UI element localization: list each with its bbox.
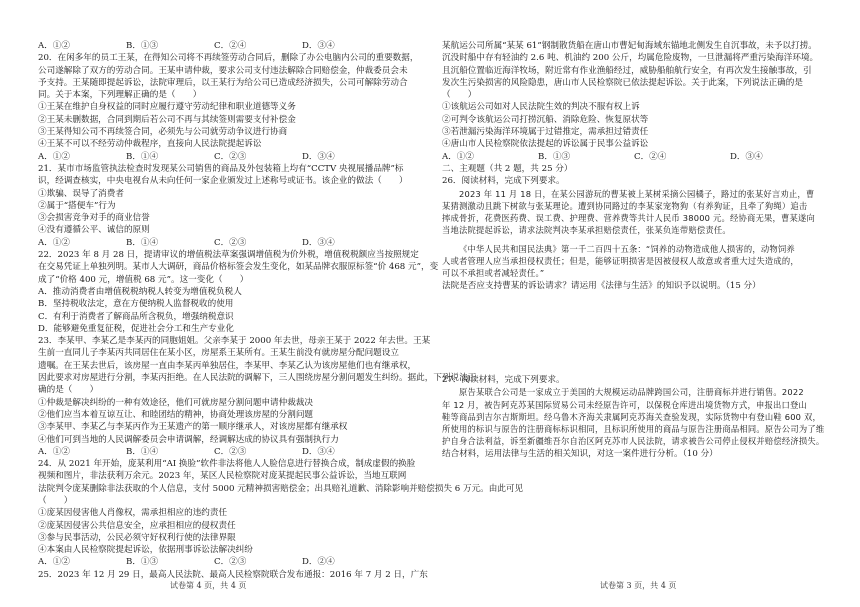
option: C．②③ <box>214 446 247 457</box>
statement: ③李某甲、李某乙与李某丙作为王某遗产的第一顺序继承人，对该房屋都有继承权 <box>38 422 348 433</box>
law-quote: 可以不承担或者减轻责任。” <box>442 268 545 279</box>
option: B．①③ <box>538 151 571 162</box>
question-21 <box>38 163 420 249</box>
statement: ④没有遵循公平、诚信的原则 <box>38 225 150 236</box>
question-text: 沉没时船中存有轻油约 2.6 吨、机油约 200 公斤，均属危险废物，一旦泄漏将严重污染海洋环境。 <box>442 53 819 64</box>
option: D．③④ <box>302 151 335 162</box>
option: A．①② <box>38 446 70 457</box>
question-text: 某航运公司所属“某某 61”钢制散货船在唐山市曹妃甸海域东锚地北侧发生自沉事故，未予以打捞。 <box>442 41 817 51</box>
option: A．①② <box>38 151 70 162</box>
question-text: 22．2023 年 8 月 28 日，提请审议的增值税法草案强调增值税为价外税，增值税税额应当按照规定 <box>38 250 419 261</box>
option: A．①② <box>38 237 70 248</box>
section-heading: 二、主观题（共 2 题，共 25 分） <box>442 163 573 174</box>
question-text: 法院判令庞某删除非法获取的个人信息，支付 5000 元精神损害赔偿金；出具赔礼道歉、消除影响并赔偿损失 6 万元。由此可见 <box>38 483 524 494</box>
question-text: 21．某市市场监管执法检查时发现某公司销售的商品及外包装箱上均有“CCTV 央视展播品牌”标 <box>38 163 404 174</box>
statement: ①仲裁是解决纠纷的一种有效途径，他们可就房屋分割问题申请仲裁裁决 <box>38 397 314 408</box>
statement: ②可判令该航运公司打捞沉船、消除危险、恢复原状等 <box>442 114 649 125</box>
option: D．③④ <box>302 446 335 457</box>
question-25-start: 25．2023 年 12 月 29 日，最高人民法院、最高人民检察院联合发布通报：2016 年 7 月 2 日，广东 <box>38 569 428 580</box>
material-text: 护自身合法利益，诉至新疆维吾尔自治区阿克苏市人民法院，请求被告公司停止侵权并赔偿经济损失。 <box>442 436 825 447</box>
question-24 <box>38 458 524 569</box>
question-text: 生前一直同儿子李某丙共同居住在某小区，房屋系王某所有。王某生前没有就房屋分配问题设立 <box>38 348 399 359</box>
page-number-left: 试卷第 4 页，共 4 页 <box>170 581 247 590</box>
question-text: 确的是（ ） <box>38 385 99 396</box>
question-text: （ ） <box>38 495 73 506</box>
option: A．①② <box>38 41 70 51</box>
option: D．③④ <box>302 237 335 248</box>
option: C．②③ <box>214 151 247 162</box>
option: A．①② <box>38 557 70 568</box>
statement: ①庞某因侵害他人肖像权，需承担相应的违约责任 <box>38 508 228 519</box>
page-number-right: 试卷第 3 页，共 4 页 <box>600 581 677 590</box>
option: B．①④ <box>126 237 159 248</box>
question-text: 发次生污染损害的风险隐患，唐山市人民检察院已依法提起诉讼。关于此案，下列说法正确的是 <box>442 77 803 88</box>
question-25-continued <box>442 40 834 163</box>
statement: ③会损害竞争对手的商业信誉 <box>38 213 150 224</box>
material-text: 原告某联合公司是一家成立于美国的大规模运动品牌跨国公司，注册商标并进行销售。2022 <box>459 387 804 398</box>
material-text: 鞋等商品到吉尔吉斯斯坦。经乌鲁木齐海关隶属阿克苏海关查验发现，实际货物中有登山鞋 600 双， <box>442 411 821 422</box>
question-ask: 法院是否应支持曹某的诉讼请求？请运用《法律与生活》的知识予以说明。（15 分） <box>442 280 761 291</box>
option: D．③④ <box>302 41 335 51</box>
question-text: 且沉船位置临近海洋牧场，附近常有作业渔船经过，威胁船舶航行安全，有再次发生接触事故，引 <box>442 65 812 76</box>
question-text: 23．李某甲、李某乙是李某丙的同胞姐姐。父亲李某于 2000 年去世，母亲王某于 2022 年去世。王某 <box>38 336 431 347</box>
question-heading: 26．阅读材料，完成下列要求。 <box>442 176 565 187</box>
q21-options <box>38 237 420 249</box>
option: D．②④ <box>302 557 335 568</box>
material-text: 2023 年 11 月 18 日，在某公园游玩的曹某被上某树采摘公园橘子，路过的张某好言劝止，曹 <box>459 188 815 199</box>
material-text: 某猜测激动且跳下树欲与张某理论。遭到协同路过的李某家宠物狗（有养狗证，且牵了狗绳）追击 <box>442 200 808 211</box>
answer-choice: D．能够避免重复征税，促进社会分工和生产专业化 <box>38 323 234 334</box>
question-text: 24．从 2021 年开始，庞某利用“AI 换脸”软件非法将他人人脸信息进行替换合成，制成虚假的换脸 <box>38 459 416 470</box>
right-column <box>442 40 834 460</box>
question-ask: 结合材料，运用法律与生活的相关知识，对这一案件进行分析。（10 分） <box>442 448 718 459</box>
question-20 <box>38 52 420 163</box>
statement: ④本案由人民检察院提起诉讼，依据刑事诉讼法解决纠纷 <box>38 545 253 556</box>
option: C．②④ <box>634 151 667 162</box>
material-text: 所使用的标识与原告的注册商标标识相同，且标识所使用的商品与原告注册商品相同。原告公司为了维 <box>442 424 825 435</box>
statement: ④他们可到当地的人民调解委员会申请调解，经调解达成的协议具有强制执行力 <box>38 434 339 445</box>
option: B．①④ <box>126 446 159 457</box>
question-text: 因此要求对房屋进行分割，李某丙拒绝。在人民法院的调解下，三人围绕房屋分割问题发生纠纷。据此，下列说法正 <box>38 373 477 384</box>
question-heading: 27．阅读材料，完成下列要求。 <box>442 374 565 385</box>
q24-options <box>38 556 420 568</box>
material-text: 年 12 月，被告阿克苏某国际贸易公司未经原告许可，以保税仓库进出境货物方式，申报出口登山 <box>442 399 808 410</box>
statement: ④唐山市人民检察院依法提起的诉讼属于民事公益诉讼 <box>442 139 649 150</box>
option: C．②③ <box>214 237 247 248</box>
answer-choice: A．推动消费者由增值税税纳税人转变为增值税负税人 <box>38 286 242 297</box>
statement: ①王某在维护自身权益的同时应履行遵守劳动纪律和职业道德等义务 <box>38 102 296 113</box>
statement: ③若泄漏污染海洋环境属于过错推定，需承担过错责任 <box>442 127 649 138</box>
question-text: （ ） <box>442 90 477 101</box>
option: D．③④ <box>730 151 763 162</box>
question-26 <box>442 175 834 292</box>
question-text: 在交易凭证上单独列明。某市人大调研，商品价格标签会发生变化，如某品牌衣服原标签“价 468 元”，变 <box>38 262 439 273</box>
option: A．①② <box>442 151 474 162</box>
question-text: 同。关于本案，下列理解正确的是（ ） <box>38 90 202 101</box>
statement: ②他们应当本着互谅互让、和睦团结的精神，协商处理该房屋的分割问题 <box>38 409 314 420</box>
law-quote: 人或者管理人应当承担侵权责任；但是，能够证明损害是因被侵权人故意或者重大过失造成的， <box>442 256 799 267</box>
statement: ①该航运公司如对人民法院生效的判决不服有权上诉 <box>442 102 640 113</box>
option: B．①③ <box>126 41 159 51</box>
option: C．②④ <box>214 41 247 51</box>
question-text: 公司遂解除了双方的劳动合同。王某申请仲裁，要求公司支付违法解除合同赔偿金，仲裁委员会未 <box>38 65 408 76</box>
answer-choice: B．坚持税收法定，意在方便纳税人监督税收的使用 <box>38 299 234 310</box>
answer-choice: C．有利于消费者了解商品所含税负，增强纳税意识 <box>38 311 234 322</box>
option: B．①④ <box>126 151 159 162</box>
statement: ②庞某因侵害公共信息安全，应承担相应的侵权责任 <box>38 520 236 531</box>
question-text: 予支持。王某随即提起诉讼，法院审理后，以王某行为给公司已造成经济损失，公司可解除劳动合 <box>38 77 408 88</box>
statement: ③王某得知公司不再续签合同，必须先与公司就劳动争议进行协商 <box>38 127 288 138</box>
question-27 <box>442 374 834 460</box>
question-23 <box>38 335 477 458</box>
option: C．②③ <box>214 557 247 568</box>
material-text: 摔成骨折，花费医药费、误工费、护理费、营养费等共计人民币 38000 元。经协商无果，曹某遂向 <box>442 213 815 224</box>
law-quote: 《中华人民共和国民法典》第一千二百四十五条：“饲养的动物造成他人损害的，动物饲养 <box>459 243 795 254</box>
option: B．①③ <box>126 557 159 568</box>
question-22 <box>38 249 439 335</box>
statement: ③参与民事活动，公民必须守好权利行使的法律界限 <box>38 532 236 543</box>
statement: ④王某不可以不经劳动仲裁程序，直接向人民法院提起诉讼 <box>38 139 262 150</box>
statement: ①欺骗、误导了消费者 <box>38 188 124 199</box>
q23-options <box>38 446 420 458</box>
q25-options <box>442 151 834 163</box>
question-text: 识，经调查核实，中央电视台从未向任何一家企业颁发过上述称号或证书。该企业的做法（ ） <box>38 176 408 187</box>
question-text: 20．在闲多年的员工王某，在得知公司将不再续签劳动合同后，删除了办公电脑内公司的重要数据， <box>38 53 419 64</box>
question-text: 遗嘱。在王某去世后，该房屋一直由李某丙单独居住，李某甲、李某乙认为该房屋他们也有继承权， <box>38 360 417 371</box>
material-text: 当地法院提起诉讼，请求法院判决李某承担赔偿责任，张某负连带赔偿责任。 <box>442 225 731 236</box>
question-text: 视频和图片，非法获利万余元。2023 年，某区人民检察院对庞某提起民事公益诉讼，当地互联网 <box>38 471 407 482</box>
statement: ②王某未删数据，合同到期后若公司不再与其续签则需要支付补偿金 <box>38 114 296 125</box>
question-text: 成了“价格 400 元，增值税 68 元”。这一变化（ ） <box>38 274 249 285</box>
q20-options <box>38 151 420 163</box>
q19-options <box>38 40 420 52</box>
statement: ②属于“搭便车”行为 <box>38 200 116 211</box>
